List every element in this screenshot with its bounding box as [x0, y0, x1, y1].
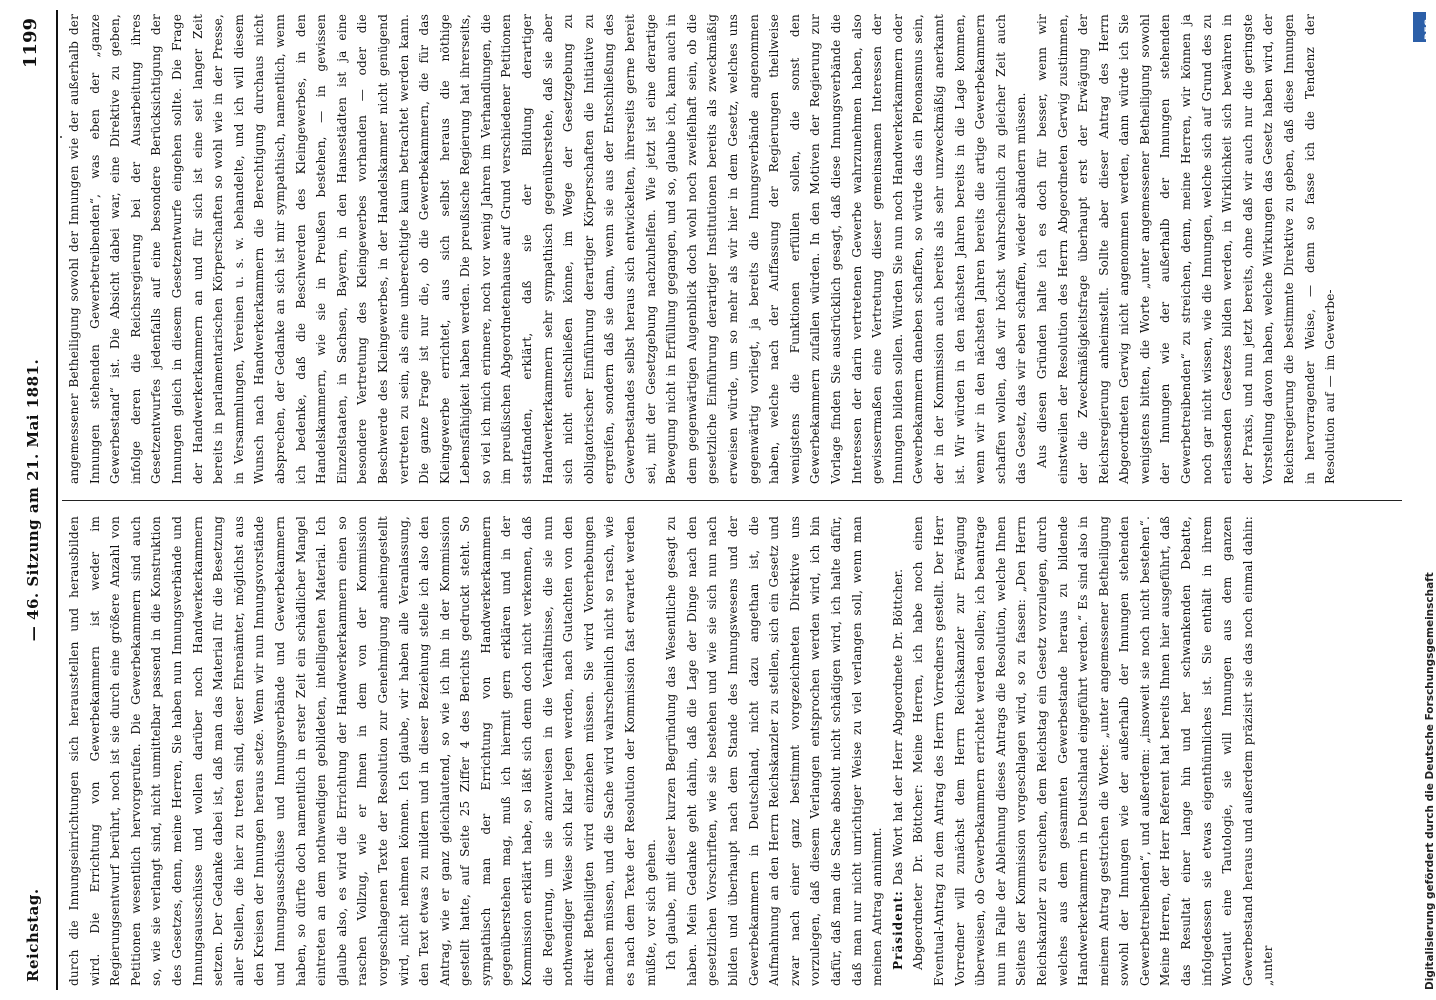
paragraph: Aus diesen Gründen halte ich es doch für besser, wenn wir einstweilen der Resolution des Herrn Abgeordneten Gerwig zustimmen, der die Zweckmäßigkeitsfrage überhaupt erst der Erwägung der Reichsregierung anheimstellt. Sollte aber dieser Antrag des Herrn Abgeordneten Gerwig nicht angenommen werden, dann würde ich Sie wenigstens bitten, die Worte „unter angemessener Betheiligung sowohl der Innungen wie der außerhalb der Innungen stehenden Gewerbetreibenden“ zu streichen, denn, meine Herren, wir können ja noch gar nicht wissen, wie die Innungen, welche sich auf Grund des zu erlassenden Gesetzes bilden werden, in Wirklichkeit sich bewähren in der Praxis, und nun jetzt bereits, ohne daß wir auch nur die geringste Vorstellung davon haben, welche Wirkungen das Gesetz haben wird, der Reichsregierung die bestimmte Direktive zu geben, daß diese Innungen in hervorragender Weise, — denn so fasse ich die Tendenz der Resolution auf — im Gewerbe- [1034, 14, 1338, 484]
paragraph: durch die Innungseinrichtungen sich herausstellen und herausbilden wird. Die Errichtung von Gewerbekammern ist weder im Regierungsentwurf berührt, noch ist sie durch eine größere Anzahl von Petitionen wesentlich hervorgerufen. Die Gewerbekammern sind auch so, wie sie verlangt sind, nicht unmittelbar passend in die Konstruktion des Gesetzes, denn, meine Herren, Sie haben nun Innungsverbände und Innungsausschüsse und wollen darüber noch Handwerkerkammern setzen. Der Gedanke dabei ist, daß man das Material für die Besetzung aller Stellen, die hier zu treten sind, dieser Ehrenämter, möglichst aus den Kreisen der Innungen heraus setze. Wenn wir nun Innungsvorstände und Innungsausschüsse und Innungsverbände und Gewerbekammern haben, so dürfte doch namentlich in erster Zeit ein schädlicher Mangel eintreten an dem nothwendigen gebildeten, intelligenten Material. Ich glaube also, es wird die Errichtung der Handwerkerkammern einen so raschen Vollzug, wie er Ihnen in dem von der Kommission vorgeschlagenen Texte der Resolution zur Genehmigung anheimgestellt wird, nicht nehmen können. Ich glaube, wir haben alle Veranlassung, den Text etwas zu mildern und in dieser Beziehung stelle ich also den Antrag, wie er ganz gleichlautend, so wie ich ihn in der Kommission gestellt hatte, auf Seite 25 Ziffer 4 des Berichts gedruckt steht. So sympathisch man der Errichtung von Handwerkerkammern gegenüberstehen mag, muß ich hiermit gern erklären und in der Kommission erklärt habe, so läßt sich denn doch nicht verkennen, daß die Regierung, um sie anzuweisen in die Verhältnisse, die sie nun nothwendiger Weise sich klar legen werden, nach Gutachten von den direkt Betheiligten wird einziehen müssen. Sie wird Vorerhebungen machen müssen, und die Sache wird wahrscheinlich nicht so rasch, wie es nach dem Texte der Resolution der Kommission fast erwartet werden müßte, vor sich gehen. [67, 516, 658, 986]
digitization-sidebar [1392, 8, 1416, 992]
dfg-logo [1413, 12, 1434, 42]
speaker-paragraph [888, 516, 909, 986]
speaker-name: Präsident: [890, 890, 905, 970]
header-session-date: — 46. Sitzung am 21. Mai 1881. [24, 358, 42, 642]
text-column-left [64, 516, 1394, 986]
funding-watermark: Digitalisierung gefördert durch die Deutsche Forschungsgemeinschaft [1424, 572, 1436, 990]
speaker-name: Abgeordneter Dr. Böttcher: [911, 784, 926, 970]
header-publication: Reichstag. [24, 888, 42, 982]
column-divider [62, 500, 1402, 501]
paragraph: Ich glaube, mit dieser kurzen Begründung das Wesentliche gesagt zu haben. Mein Gedanke geht dahin, daß die Lage der Dinge nach den gesetzlichen Vorschriften, wie sie bestehen und wie sie sich nun nach bilden und überhaupt nach dem Stande des Innungswesens und der Gewerbekammern in Deutschland, nicht dazu angethan ist, die Aufmahnung an den Herrn Reichskanzler zu stellen, sich ein Gesetz und zwar nach einer ganz bestimmt vorgezeichneten Direktive uns vorzulegen, daß diesem Verlangen entsprochen werden wird, ich bin dafür, daß man die Sache absolut nicht schädigen wird, ich halte dafür, daß man nur nicht unrichtiger Weise zu viel verlangen soll, wenn man meinen Antrag annimmt. [664, 516, 885, 986]
page-number: 1199 [20, 18, 41, 69]
paragraph-text: Meine Herren, ich habe noch einen Eventual-Antrag zu dem Antrag des Herrn Vorredners gestellt. Der Herr Vorredner will zunächst dem Herrn Reichskanzler zur Erwägung überweisen, ob Gewerbekammern errichtet werden sollen; ich beantrage nun im Falle der Ablehnung dieses Antrags die Resolution, welche Ihnen Seitens der Kommission vorgeschlagen wird, so zu fassen: „Den Herrn Reichskanzler zu ersuchen, dem Reichstag ein Gesetz vorzulegen, durch welches aus dem gesammten Gewerbestande heraus zu bildende Handwerkerkammern in Deutschland eingeführt werden.“ Es sind also in meinem Antrag gestrichen die Worte: „unter angemessener Betheiligung sowohl der Innungen wie der außerhalb der Innungen stehenden Gewerbetreibenden“, und außerdem: „insoweit sie noch nicht bestehen“. Meine Herren, der Herr Referent hat bereits Ihnen hier ausgeführt, daß das Resultat einer lange hin und her schwankenden Debatte, infolgedessen sie etwas eigenthümliches ist. Sie enthält in ihrem Wortlaut eine Tautologie, sie will Innungen aus dem ganzen Gewerbestand heraus und außerdem präzisirt sie das noch einmal dahin: „unter [911, 516, 1276, 986]
speaker-paragraph [908, 516, 1279, 986]
text-column-right [64, 14, 1394, 484]
scan-speck [60, 136, 62, 138]
paragraph-text: Das Wort hat der Herr Abgeordnete Dr. Böttcher. [890, 568, 905, 886]
header-rule [56, 10, 58, 990]
paragraph: angemessener Betheiligung sowohl der Innungen wie der außerhalb der Innungen stehenden Gewerbetreibenden“, was eben der „ganze Gewerbestand“ ist. Die Absicht dabei war, eine Direktive zu geben, infolge deren die Reichsregierung bei der Ausarbeitung ihres Gesetzentwurfes jedenfalls auf eine besondere Berücksichtigung der Innungen gleich in diesem Gesetzentwurfe eingehen sollte. Die Frage der Handwerkerkammern an und für sich ist eine seit langer Zeit bereits in parlamentarischen Körperschaften so wohl wie in der Presse, in Versammlungen, Vereinen u. s. w. behandelte, und ich will diesem Wunsch nach Handwerkerkammern die Berechtigung durchaus nicht absprechen, der Gedanke an sich ist mir sympathisch, namentlich, wenn ich bedenke, daß die Beschwerden des Kleingewerbes, in den Handelskammern, wie sie in Preußen bestehen, — in gewissen Einzelstaaten, in Sachsen, Bayern, in den Hansestädten ist ja eine besondere Vertretung des Kleingewerbes vorhanden — oder die Beschwerde des Kleingewerbes, in der Handelskammer nicht genügend vertreten zu sein, als eine unberechtigte kaum betrachtet werden kann. Die ganze Frage ist nur die, ob die Gewerbekammern, die für das Kleingewerbe errichtet, aus sich selbst heraus die nöthige Lebensfähigkeit haben werden. Die preußische Regierung hat ihrerseits, so viel ich mich erinnere, noch vor wenig Jahren im Verhandlungen, die im preußischen Abgeordnetenhause auf Grund verschiedener Petitionen stattfanden, erklärt, daß sie der Bildung derartiger Handwerkerkammern sehr sympathisch gegenüberstehe, daß sie aber sich nicht entschließen könne, im Wege der Gesetzgebung zu obligatorischer Einführung derartiger Körperschaften die Initiative zu ergreifen, sondern daß sie dann, wenn sie aus der Entschließung des Gewerbestandes selbst heraus sich entwickelten, ihrerseits gerne bereit sei, mit der Gesetzgebung nachzuhelfen. Wie jetzt ist eine derartige Bewegung nicht in Erfüllung gegangen, und so, glaube ich, kann auch in dem gegenwärtigen Augenblick doch wohl noch zweifelhaft sein, ob die gesetzliche Einführung derartiger Institutionen bereits als zweckmäßig erweisen würde, um so mehr als wir hier in dem Gesetz, welches uns gegenwärtig vorliegt, ja bereits die Innungsverbände angenommen haben, welche nach der Auffassung der Regierungen theilweise wenigstens die Funktionen erfüllen sollen, die sonst den Gewerbekammern zufallen würden. In den Motiven der Regierung zur Vorlage finden Sie ausdrücklich gesagt, daß diese Innungsverbände die Interessen der darin vertretenen Gewerbe wahrzunehmen haben, also gewissermaßen eine Vertretung dieser gemeinsamen Interessen der Innungen bilden sollen. Würden Sie nun noch Handwerkerkammern oder Gewerbekammern daneben schaffen, so würde das ein Pleonasmus sein, der in der Kommission auch bereits als sehr unzweckmäßig anerkannt ist. Wir würden in den nächsten Jahren bereits in die Lage kommen, wenn wir in den nächsten Jahren bereits die artige Gewerbekammern schaffen wollen, daß wir höchst wahrscheinlich zu gleicher Zeit auch das Gesetz, das wir eben schaffen, wieder abändern müssen. [67, 14, 1029, 484]
dfg-logo-text: DFG [1424, 18, 1434, 40]
page-header [10, 10, 56, 990]
